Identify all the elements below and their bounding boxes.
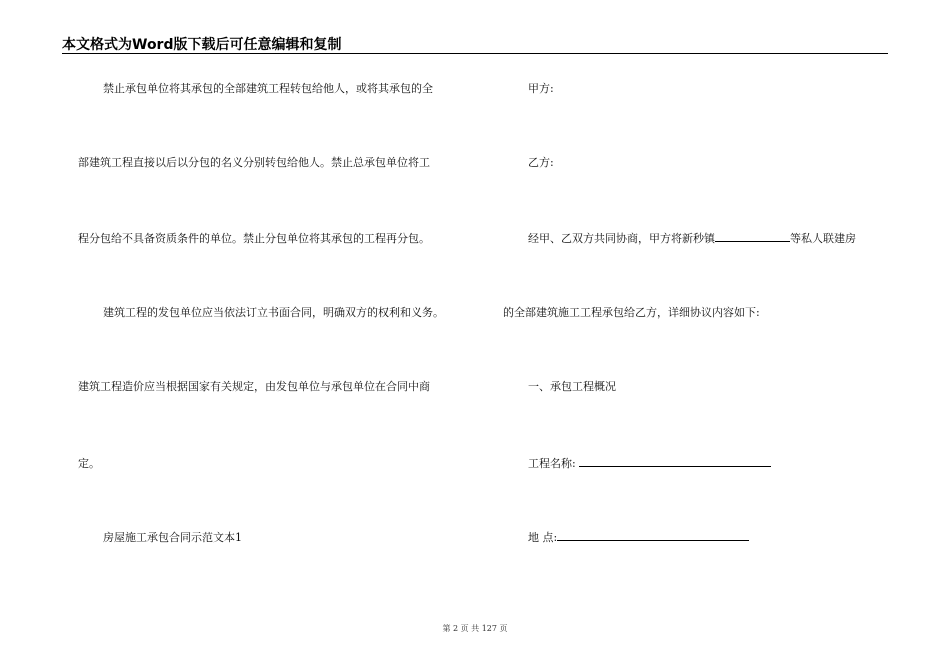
left-paragraph-line-6: 定。 <box>78 457 100 470</box>
agreement-line-2: 的全部建筑施工工程承包给乙方，详细协议内容如下: <box>503 306 760 319</box>
footer-page-word: 页 <box>460 624 469 633</box>
left-paragraph-line-4: 建筑工程的发包单位应当依法订立书面合同，明确双方的权利和义务。 <box>103 306 444 319</box>
total-pages-number: 127 <box>481 624 497 633</box>
location-row <box>528 529 749 545</box>
party-a-label: 甲方: <box>528 82 554 95</box>
project-name-label: 工程名称: <box>528 457 576 470</box>
section-heading: 一、承包工程概况 <box>528 380 616 393</box>
agreement-line-1 <box>528 230 856 246</box>
contract-template-title: 房屋施工承包合同示范文本1 <box>103 531 242 544</box>
town-name-blank <box>715 230 790 242</box>
left-paragraph-line-5: 建筑工程造价应当根据国家有关规定，由发包单位与承包单位在合同中商 <box>78 380 430 393</box>
left-paragraph-line-1: 禁止承包单位将其承包的全部建筑工程转包给他人，或将其承包的全 <box>103 82 433 95</box>
project-name-row <box>528 455 771 471</box>
agreement-text-before: 经甲、乙双方共同协商，甲方将新秒镇 <box>528 232 715 245</box>
party-b-label: 乙方: <box>528 156 554 169</box>
document-header-title: 本文格式为Word版下载后可任意编辑和复制 <box>62 37 342 53</box>
project-name-blank <box>579 455 771 467</box>
agreement-text-after: 等私人联建房 <box>790 232 856 245</box>
current-page-number: 2 <box>452 624 459 633</box>
location-blank <box>557 529 749 541</box>
footer-suffix: 页 <box>499 624 508 633</box>
left-paragraph-line-2: 部建筑工程直接以后以分包的名义分别转包给他人。禁止总承包单位将工 <box>78 156 430 169</box>
location-label: 地 点: <box>528 531 558 544</box>
left-paragraph-line-3: 程分包给不具备资质条件的单位。禁止分包单位将其承包的工程再分包。 <box>78 232 430 245</box>
header-divider <box>62 53 888 54</box>
footer-total-word: 共 <box>471 624 480 633</box>
footer-prefix: 第 <box>442 624 451 633</box>
page-number-footer <box>0 623 950 634</box>
